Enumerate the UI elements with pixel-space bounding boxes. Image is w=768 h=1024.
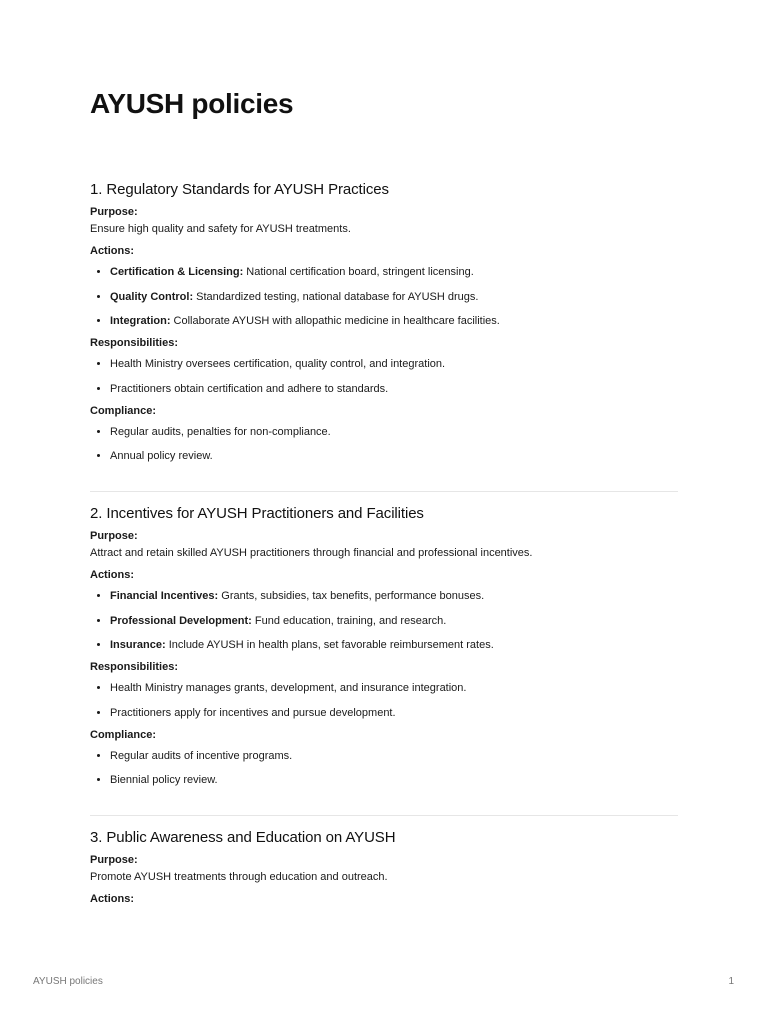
action-term: Professional Development: xyxy=(110,614,252,627)
action-desc: National certification board, stringent licensing. xyxy=(243,266,474,278)
action-desc: Fund education, training, and research. xyxy=(251,614,447,627)
action-term: Insurance: xyxy=(110,639,166,651)
section-divider xyxy=(90,815,678,816)
action-desc: Grants, subsidies, tax benefits, performance bonuses. xyxy=(218,590,485,602)
policy-section-1 xyxy=(90,181,678,471)
action-term: Integration: xyxy=(110,315,171,327)
list-item xyxy=(110,638,678,653)
compliance-label: Compliance: xyxy=(90,404,157,417)
action-term: Certification & Licensing: xyxy=(110,266,244,278)
list-item xyxy=(110,265,678,280)
list-item: • Regular audits of incentive programs. xyxy=(110,749,678,764)
purpose-text: Ensure high quality and safety for AYUSH treatments. xyxy=(90,223,351,235)
list-item: • Health Ministry oversees certification, quality control, and integration. xyxy=(110,357,678,372)
list-item xyxy=(110,589,678,604)
action-term: Financial Incentives: xyxy=(110,590,219,602)
list-item: • Regular audits, penalties for non-compliance. xyxy=(110,425,678,440)
policy-section-2 xyxy=(90,505,678,795)
purpose-label: Purpose: xyxy=(90,206,138,218)
purpose-label: Purpose: xyxy=(90,854,138,866)
section-divider xyxy=(90,491,678,492)
section-heading: 2. Incentives for AYUSH Practitioners and Facilities xyxy=(90,505,424,522)
action-term: Quality Control: xyxy=(110,290,194,303)
actions-label: Actions: xyxy=(90,569,134,581)
actions-label: Actions: xyxy=(90,245,134,257)
purpose-text: Attract and retain skilled AYUSH practitioners through financial and professional incentives. xyxy=(90,547,533,559)
action-desc: Standardized testing, national database for AYUSH drugs. xyxy=(193,290,479,303)
responsibilities-list xyxy=(90,357,678,397)
responsibilities-list xyxy=(90,681,678,721)
list-item xyxy=(110,614,678,629)
section-heading: 1. Regulatory Standards for AYUSH Practices xyxy=(90,181,389,198)
list-item xyxy=(110,290,678,305)
list-item: • Biennial policy review. xyxy=(110,773,678,788)
action-desc: Collaborate AYUSH with allopathic medicine in healthcare facilities. xyxy=(170,315,500,327)
list-item: • Health Ministry manages grants, development, and insurance integration. xyxy=(110,681,678,696)
page-title: AYUSH policies xyxy=(90,88,294,119)
policy-section-3 xyxy=(90,829,678,907)
list-item: • Annual policy review. xyxy=(110,449,678,464)
action-desc: Include AYUSH in health plans, set favorable reimbursement rates. xyxy=(165,639,494,651)
actions-list xyxy=(90,589,678,653)
list-item: • Practitioners apply for incentives and pursue development. xyxy=(110,706,678,721)
actions-label: Actions: xyxy=(90,893,134,905)
responsibilities-label: Responsibilities: xyxy=(90,337,179,349)
footer-page-number: 1 xyxy=(728,976,734,987)
compliance-list xyxy=(90,425,678,465)
compliance-list xyxy=(90,749,678,789)
purpose-text: Promote AYUSH treatments through education and outreach. xyxy=(90,871,388,883)
actions-list xyxy=(90,265,678,329)
responsibilities-label: Responsibilities: xyxy=(90,661,179,673)
list-item xyxy=(110,314,678,329)
section-heading: 3. Public Awareness and Education on AYUSH xyxy=(90,829,396,846)
footer-doc-name: AYUSH policies xyxy=(33,976,103,987)
compliance-label: Compliance: xyxy=(90,728,157,741)
purpose-label: Purpose: xyxy=(90,530,138,542)
list-item: • Practitioners obtain certification and adhere to standards. xyxy=(110,382,678,397)
